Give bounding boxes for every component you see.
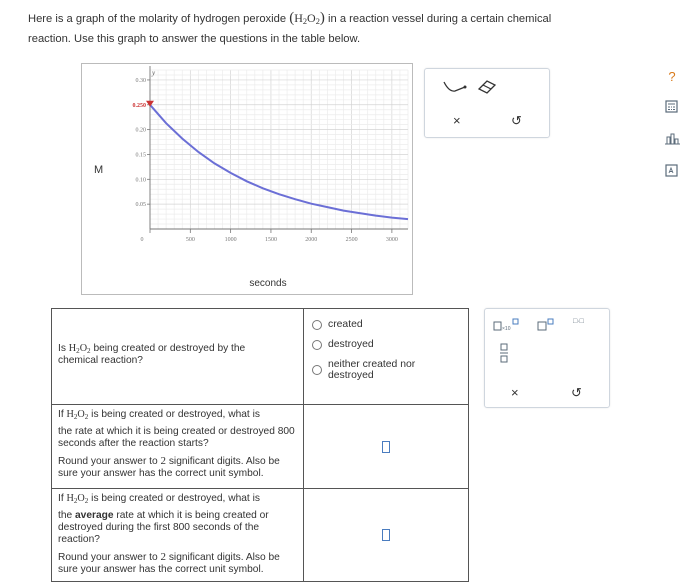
- superscript-button[interactable]: [537, 318, 555, 332]
- table-row: [52, 405, 468, 489]
- calculator-icon[interactable]: [664, 99, 678, 113]
- multiply-dot-button[interactable]: □·□: [573, 318, 584, 325]
- chart-grid: [150, 70, 408, 229]
- x-tick-label: 1500: [264, 237, 277, 243]
- question-2-answer: [304, 405, 468, 488]
- scientific-notation-button[interactable]: [493, 318, 521, 332]
- paren-open: (: [289, 10, 295, 26]
- svg-text:×10: ×10: [502, 326, 511, 332]
- question-table: [51, 308, 469, 582]
- rate-answer-input[interactable]: [382, 441, 390, 453]
- fraction-button[interactable]: [499, 343, 509, 363]
- intro-text: [28, 8, 628, 49]
- average-rate-answer-input[interactable]: [382, 529, 390, 541]
- intro-line2: reaction. Use this graph to answer the questions in the table below.: [28, 33, 361, 45]
- question-1-answers: [304, 309, 468, 404]
- chart-ticks: [133, 78, 398, 243]
- intro-part2: in a reaction vessel during a certain chemical: [324, 13, 552, 25]
- option-neither[interactable]: neither created nor destroyed: [312, 359, 460, 381]
- radio-neither[interactable]: [312, 365, 322, 375]
- option-created[interactable]: created: [312, 319, 460, 330]
- paren-close: ): [319, 10, 325, 26]
- molarity-chart: [82, 64, 412, 294]
- question-3: If $H_2O_2$ is being created or destroyed, what is the average rate at which it is being created or destroyed during the first 800 seconds of the reaction? Round your answer to 2 significant digits. Also be sure your answer has the correct unit symbol.: [52, 489, 304, 581]
- x-tick-label: 500: [185, 237, 195, 243]
- x-tick-label: 2000: [305, 237, 318, 243]
- option-destroyed[interactable]: destroyed: [312, 339, 460, 350]
- eraser-icon[interactable]: [475, 77, 499, 95]
- radio-created[interactable]: [312, 320, 322, 330]
- y-tick-label: 0.05: [135, 202, 146, 209]
- question-3-answer: [304, 489, 468, 581]
- y-axis-label: M: [94, 164, 104, 176]
- table-row: [52, 489, 468, 581]
- undo-icon[interactable]: ↺: [571, 385, 582, 400]
- x-tick-label: 2500: [345, 237, 358, 243]
- x-axis-label: seconds: [249, 278, 287, 289]
- undo-icon[interactable]: ↺: [511, 113, 522, 128]
- question-2: If $H_2O_2$ is being created or destroyed, what is the rate at which it is being created or destroyed 800 seconds after the reaction starts? Round your answer to 2 significant digits. Also be sure your answer has the correct unit symbol.: [52, 405, 304, 488]
- y-tick-label: 0.20: [135, 127, 146, 134]
- question-1: Is $H_2O_2$ being created or destroyed by the chemical reaction?: [52, 309, 304, 404]
- close-icon[interactable]: ×: [511, 385, 519, 400]
- table-row: [52, 309, 468, 405]
- close-icon[interactable]: ×: [453, 113, 461, 128]
- y-tick-label: 0.250: [132, 102, 146, 109]
- radio-destroyed[interactable]: [312, 340, 322, 350]
- y-tick-label: 0.30: [135, 77, 146, 84]
- graph-tool-palette: [424, 68, 550, 138]
- graph-container: [81, 63, 413, 295]
- y-tick-label: 0.10: [135, 177, 146, 184]
- start-point-marker: [146, 101, 154, 107]
- y-tick-label: 0.15: [135, 152, 146, 159]
- intro-part1: Here is a graph of the molarity of hydrogen peroxide: [28, 13, 290, 25]
- draw-curve-icon[interactable]: [441, 79, 469, 95]
- x-tick-label: 1000: [224, 237, 237, 243]
- x-tick-label: 3000: [385, 237, 398, 243]
- math-tool-palette: [484, 308, 610, 408]
- data-chart-icon[interactable]: [663, 131, 681, 145]
- y-variable-label: y: [152, 69, 156, 77]
- help-icon[interactable]: ?: [668, 68, 676, 84]
- periodic-table-icon[interactable]: [664, 163, 678, 177]
- x-tick-label: 0: [140, 237, 144, 243]
- intro-formula: $H_2O_2$: [294, 11, 320, 26]
